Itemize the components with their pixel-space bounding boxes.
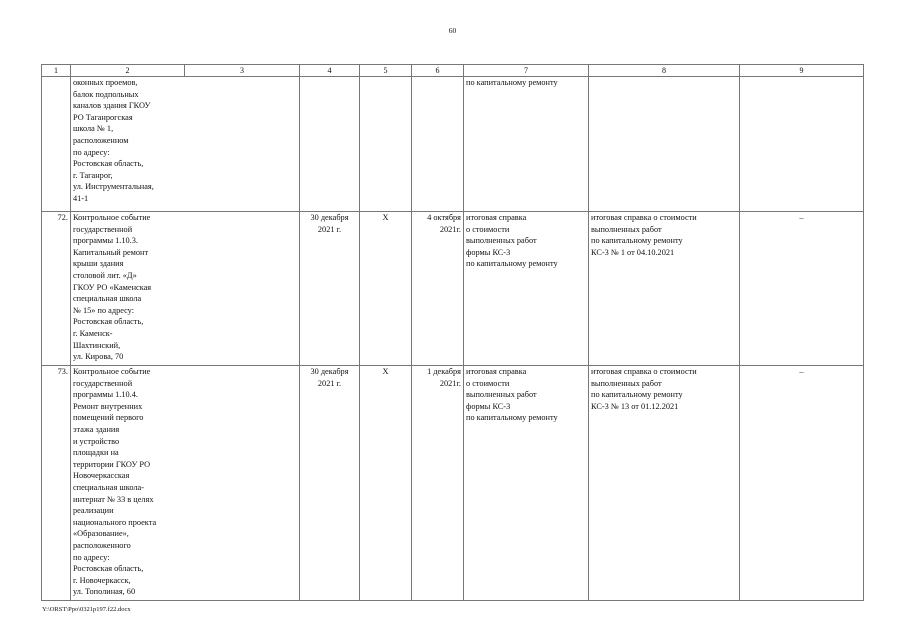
column-9-cell: –	[740, 366, 864, 601]
column-header: 5	[360, 65, 412, 77]
responsible-cell	[185, 77, 300, 212]
table-row	[42, 212, 864, 366]
page-number: 60	[448, 26, 457, 35]
column-header: 8	[589, 65, 740, 77]
column-5-cell: X	[360, 366, 412, 601]
event-description: Контрольное событие государственной программы 1.10.3. Капитальный ремонт крыши здания столовой лит. «Д» ГКОУ РО «Каменская специальная школа № 15» по адресу: Ростовская область, г. Каменск- Шахтинский, ул. Кирова, 70	[71, 212, 185, 366]
footer-file-path: Y:\ORST\Ppo\0321p197.f22.docx	[42, 606, 131, 613]
planned-date: 30 декабря 2021 г.	[300, 212, 360, 366]
event-description: Контрольное событие государственной программы 1.10.4. Ремонт внутренних помещений первого этажа здания и устройство площадки на территории ГКОУ РО Новочеркасская специальная школа- интернат № 33 в целях реализации национального проекта «Образование», расположенного по адресу: Ростовская область, г. Новочеркасск, ул. Тополиная, 60	[71, 366, 185, 601]
table-row	[42, 77, 864, 212]
event-description: оконных проемов, балок подпольных каналов здания ГКОУ РО Таганрогская школа № 1, расположенном по адресу: Ростовская область, г. Таганрог, ул. Инструментальная, 41-1	[71, 77, 185, 212]
row-number	[42, 77, 71, 212]
actual-date: 4 октября 2021г.	[412, 212, 464, 366]
document-type: итоговая справка о стоимости выполненных работ формы КС-3 по капитальному ремонту	[464, 366, 589, 601]
row-number: 73.	[42, 366, 71, 601]
responsible-cell	[185, 366, 300, 601]
document-type: итоговая справка о стоимости выполненных работ формы КС-3 по капитальному ремонту	[464, 212, 589, 366]
planned-date: 30 декабря 2021 г.	[300, 366, 360, 601]
column-header: 6	[412, 65, 464, 77]
column-5-cell	[360, 77, 412, 212]
column-header: 3	[185, 65, 300, 77]
column-header: 1	[42, 65, 71, 77]
document-type: по капитальному ремонту	[464, 77, 589, 212]
confirming-document: итоговая справка о стоимости выполненных работ по капитальному ремонту КС-3 № 1 от 04.10.2021	[589, 212, 740, 366]
column-9-cell	[740, 77, 864, 212]
column-header: 9	[740, 65, 864, 77]
confirming-document: итоговая справка о стоимости выполненных работ по капитальному ремонту КС-3 № 13 от 01.12.2021	[589, 366, 740, 601]
column-header-row	[42, 65, 864, 77]
table-row	[42, 366, 864, 601]
column-header: 2	[71, 65, 185, 77]
actual-date	[412, 77, 464, 212]
actual-date: 1 декабря 2021г.	[412, 366, 464, 601]
confirming-document	[589, 77, 740, 212]
planned-date	[300, 77, 360, 212]
column-9-cell: –	[740, 212, 864, 366]
column-header: 4	[300, 65, 360, 77]
column-5-cell: X	[360, 212, 412, 366]
responsible-cell	[185, 212, 300, 366]
row-number: 72.	[42, 212, 71, 366]
column-header: 7	[464, 65, 589, 77]
program-table	[41, 64, 864, 601]
